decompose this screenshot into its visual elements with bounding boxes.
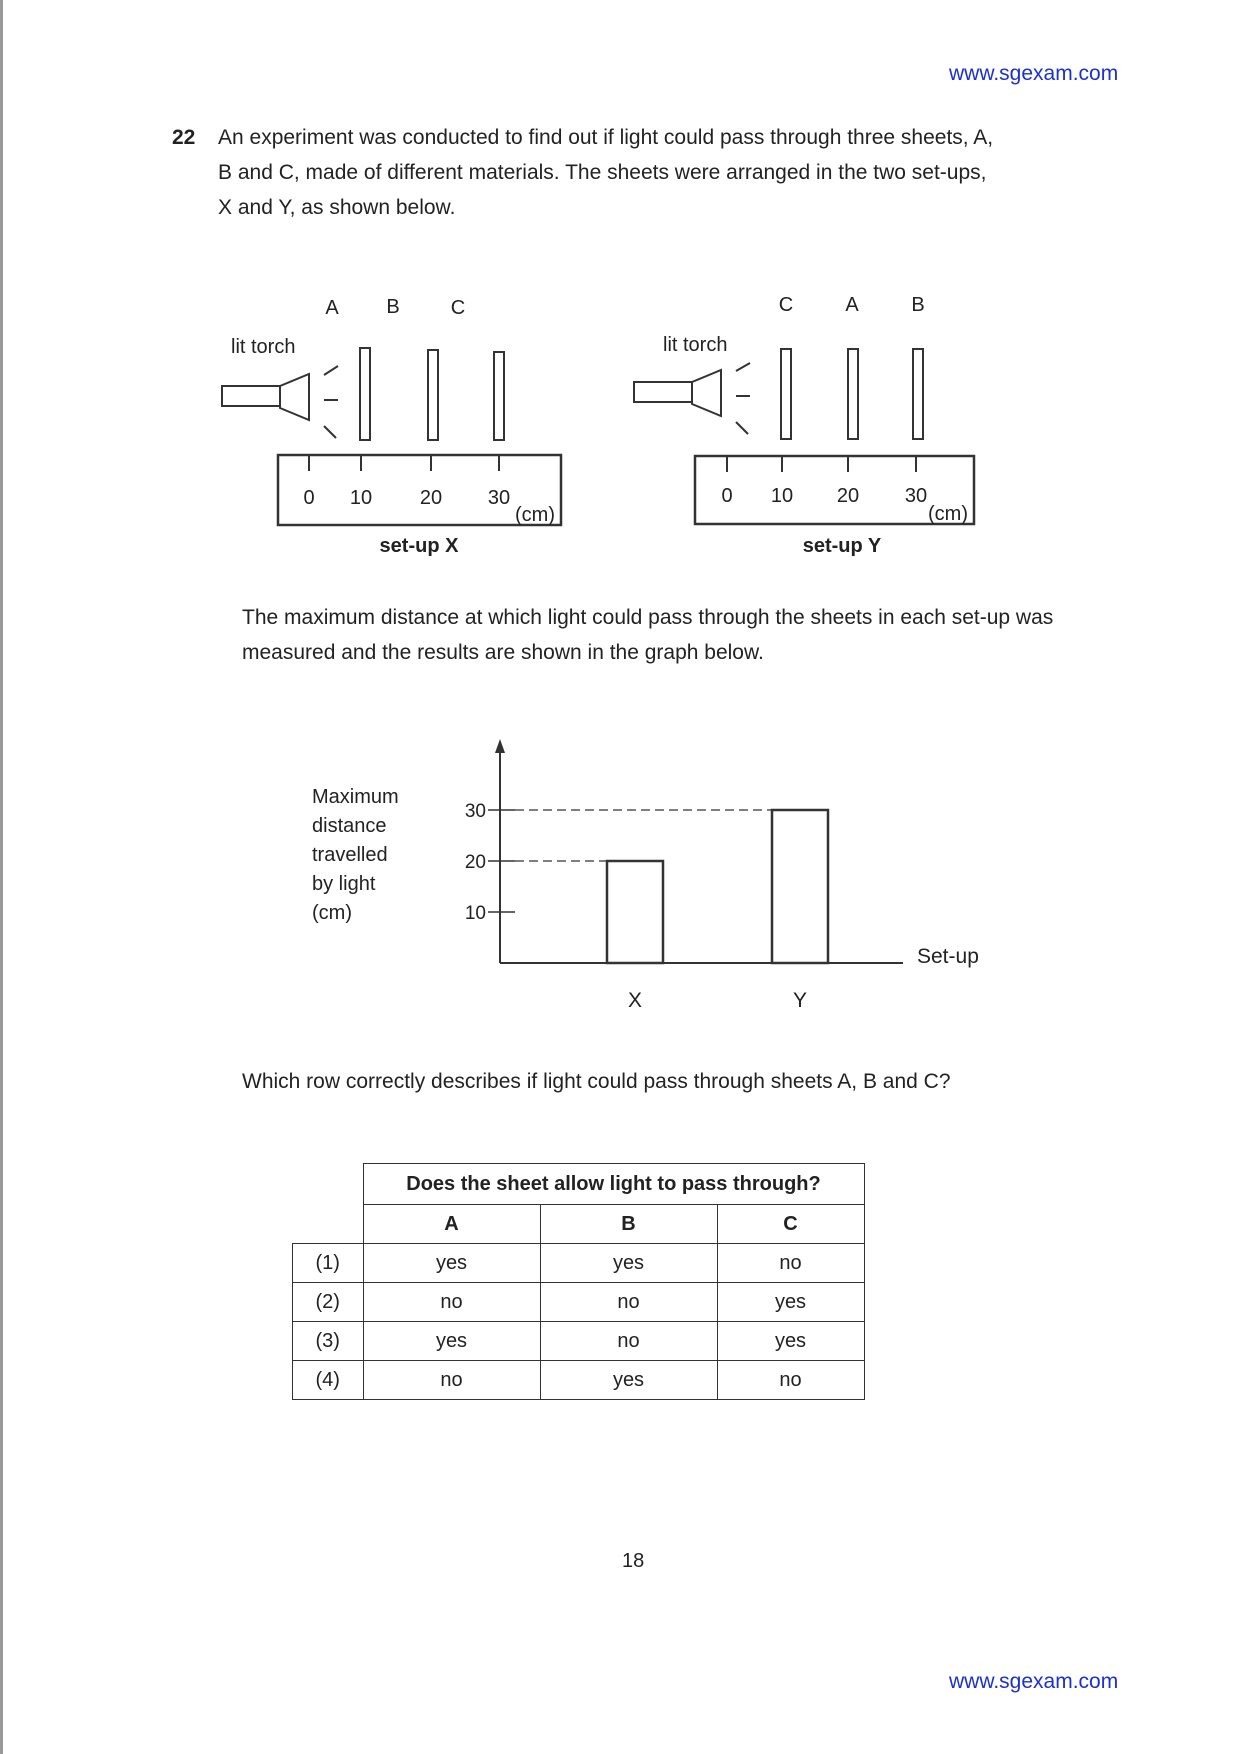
sheet-b — [428, 350, 438, 440]
chart-axes — [495, 739, 903, 963]
y-axis-arrow-icon — [495, 739, 505, 753]
table-cell: yes — [363, 1244, 540, 1283]
table-row[interactable] — [293, 1361, 865, 1400]
table-cell: no — [363, 1361, 540, 1400]
measurement-paragraph: The maximum distance at which light could pass through the sheets in each set-up was measured and the results are shown in the graph below. — [242, 606, 1054, 664]
question-intro: An experiment was conducted to find out if light could pass through three sheets, A, B and C, made of different materials. The sheets were arranged in the two set-ups, X and Y, as shown below. — [218, 126, 994, 219]
ruler-unit: (cm) — [928, 503, 968, 525]
y-axis-label-line: (cm) — [312, 902, 352, 924]
header-site-link[interactable]: www.sgexam.com — [949, 62, 1119, 85]
torch-icon — [634, 363, 750, 434]
sheet-a — [848, 349, 858, 439]
setup-x-torch-label: lit torch — [231, 336, 296, 358]
options-table — [292, 1163, 865, 1400]
setup-x-sheet-label: C — [450, 297, 466, 319]
question-number: 22 — [172, 126, 196, 149]
setup-y-sheet-label: C — [778, 294, 794, 316]
x-category-label: Y — [792, 989, 808, 1012]
bar-x — [607, 861, 663, 963]
table-cell: no — [540, 1322, 717, 1361]
setup-x-diagram — [215, 282, 575, 562]
y-axis-label-line: Maximum — [312, 786, 399, 808]
question-prompt: Which row correctly describes if light could pass through sheets A, B and C? — [242, 1070, 951, 1093]
y-axis-label-line: travelled — [312, 844, 388, 866]
table-column-header: B — [540, 1205, 717, 1244]
table-cell: yes — [540, 1244, 717, 1283]
ruler-tick-label: 0 — [721, 485, 733, 507]
ruler-tick-label: 20 — [419, 487, 443, 509]
chart-category-labels — [628, 989, 807, 1012]
y-tick-label: 30 — [464, 801, 486, 822]
x-category-label: X — [627, 989, 643, 1012]
ruler-tick-label: 30 — [487, 487, 511, 509]
table-corner — [293, 1205, 364, 1244]
table-column-row — [293, 1205, 865, 1244]
table-title-cell: Does the sheet allow light to pass through? — [363, 1164, 864, 1205]
footer-site-link[interactable]: www.sgexam.com — [949, 1670, 1119, 1693]
chart-y-axis-label — [312, 786, 399, 924]
sheet-b — [913, 349, 923, 439]
setup-y-sheet-label: A — [845, 294, 859, 316]
ruler-tick-label: 20 — [836, 485, 860, 507]
y-axis-label-line: by light — [312, 873, 376, 895]
y-tick-label: 10 — [464, 903, 486, 924]
table-corner — [293, 1164, 364, 1205]
ruler-tick-label: 10 — [770, 485, 794, 507]
ruler-tick-label: 0 — [303, 487, 315, 509]
setup-y-diagram — [630, 280, 990, 562]
table-cell: no — [717, 1244, 864, 1283]
setup-y-torch-label: lit torch — [663, 334, 728, 356]
ruler-ticks — [727, 456, 916, 472]
table-column-header: C — [717, 1205, 864, 1244]
table-row[interactable] — [293, 1322, 865, 1361]
ruler-unit: (cm) — [515, 504, 555, 526]
table-cell: yes — [717, 1322, 864, 1361]
setup-y-sheet-label: B — [911, 294, 925, 316]
chart-bars — [515, 810, 828, 963]
y-axis-label-line: distance — [312, 815, 387, 837]
scan-edge — [0, 0, 3, 1754]
table-cell: yes — [717, 1283, 864, 1322]
option-label: (3) — [293, 1322, 364, 1361]
setup-x-caption: set-up X — [379, 535, 459, 557]
chart-x-axis-label: Set-up — [917, 945, 979, 968]
table-cell: no — [540, 1283, 717, 1322]
setup-x-sheet-label: B — [386, 296, 400, 318]
option-label: (4) — [293, 1361, 364, 1400]
ruler-ticks — [309, 455, 499, 471]
table-row[interactable] — [293, 1283, 865, 1322]
option-label: (1) — [293, 1244, 364, 1283]
setup-y-caption: set-up Y — [802, 535, 882, 557]
chart-y-ticks — [465, 801, 515, 924]
option-label: (2) — [293, 1283, 364, 1322]
y-tick-label: 20 — [464, 852, 486, 873]
table-cell: no — [363, 1283, 540, 1322]
ruler-tick-label: 30 — [904, 485, 928, 507]
sheet-c — [494, 352, 504, 440]
table-column-header: A — [363, 1205, 540, 1244]
table-cell: no — [717, 1361, 864, 1400]
ruler-tick-label: 10 — [349, 487, 373, 509]
sheet-a — [360, 348, 370, 440]
page-number: 18 — [622, 1550, 645, 1572]
setup-x-sheet-label: A — [325, 297, 339, 319]
bar-y — [772, 810, 828, 963]
bar-chart — [300, 735, 1000, 1015]
table-cell: yes — [540, 1361, 717, 1400]
table-cell: yes — [363, 1322, 540, 1361]
torch-icon — [222, 366, 338, 438]
sheet-c — [781, 349, 791, 439]
table-header-row — [293, 1164, 865, 1205]
table-row[interactable] — [293, 1244, 865, 1283]
